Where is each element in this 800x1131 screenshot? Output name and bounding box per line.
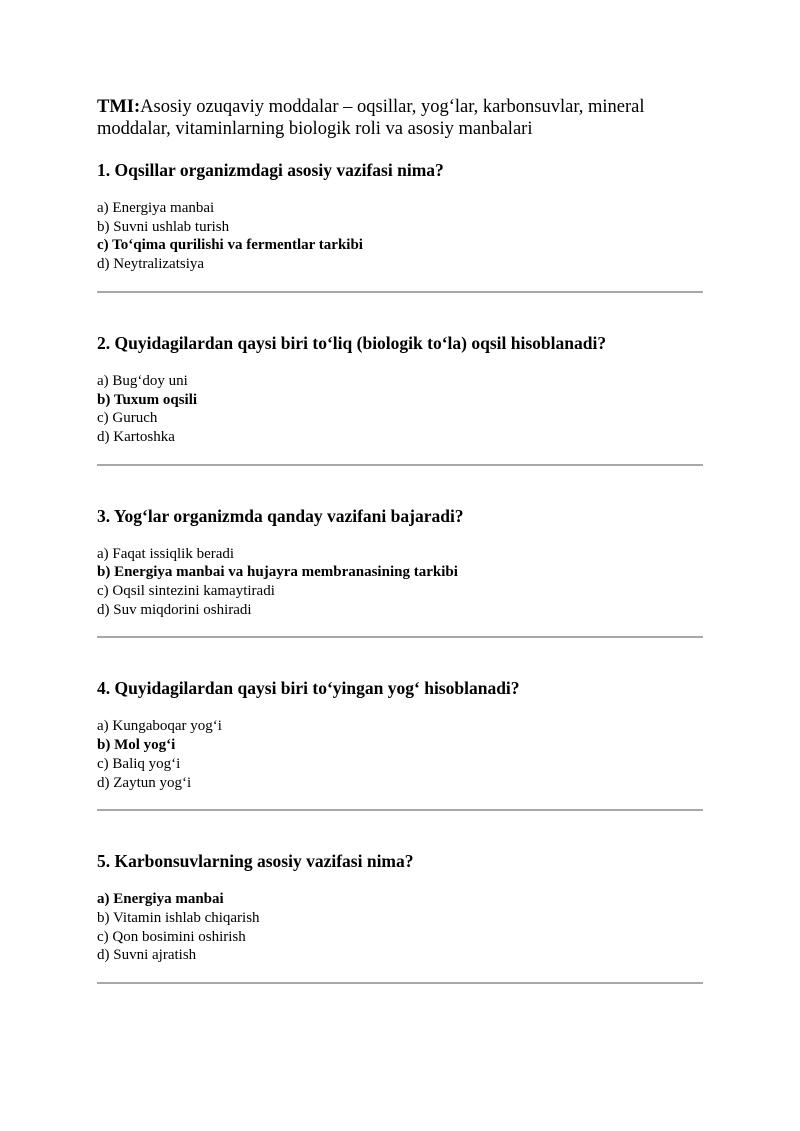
answer-option: a) Faqat issiqlik beradi <box>97 545 235 562</box>
divider <box>97 636 703 638</box>
answer-option: c) Oqsil sintezini kamaytiradi <box>97 583 275 600</box>
document-page <box>97 96 703 984</box>
question-title: 4. Quyidagilardan qaysi biri to‘yingan yog‘ hisoblanadi? <box>97 678 520 699</box>
answer-option: d) Zaytun yog‘i <box>97 774 192 791</box>
topic-label: TMI: <box>97 97 141 117</box>
answer-option: d) Suv miqdorini oshiradi <box>97 601 252 618</box>
divider <box>97 982 703 984</box>
answer-option: c) Baliq yog‘i <box>97 755 181 772</box>
question-list <box>97 159 703 984</box>
answer-option: b) Suvni ushlab turish <box>97 218 230 235</box>
question-block <box>97 159 703 293</box>
answer-options <box>97 372 703 447</box>
question-block <box>97 677 703 811</box>
divider <box>97 464 703 466</box>
answer-options <box>97 717 703 792</box>
answer-option: a) Kungaboqar yog‘i <box>97 718 222 735</box>
question-block <box>97 332 703 466</box>
question-block <box>97 505 703 639</box>
divider <box>97 291 703 293</box>
question-block <box>97 850 703 984</box>
answer-option-correct: c) To‘qima qurilishi va fermentlar tarkibi <box>97 237 363 254</box>
answer-options <box>97 545 703 620</box>
answer-option: c) Guruch <box>97 410 158 427</box>
answer-option: d) Kartoshka <box>97 428 175 445</box>
answer-option: d) Neytralizatsiya <box>97 256 205 273</box>
answer-options <box>97 199 703 274</box>
answer-option: a) Energiya manbai <box>97 200 215 216</box>
divider <box>97 809 703 811</box>
question-title: 5. Karbonsuvlarning asosiy vazifasi nima? <box>97 851 414 872</box>
topic-intro <box>97 96 703 140</box>
question-title: 2. Quyidagilardan qaysi biri to‘liq (biologik to‘la) oqsil hisoblanadi? <box>97 332 607 353</box>
answer-option-correct: b) Tuxum oqsili <box>97 391 198 408</box>
answer-option: b) Vitamin ishlab chiqarish <box>97 909 260 926</box>
answer-option-correct: b) Mol yog‘i <box>97 737 176 754</box>
answer-option-correct: a) Energiya manbai <box>97 891 224 908</box>
answer-option: d) Suvni ajratish <box>97 947 197 964</box>
answer-option-correct: b) Energiya manbai va hujayra membranasining tarkibi <box>97 564 458 581</box>
answer-option: c) Qon bosimini oshirish <box>97 928 246 945</box>
question-title: 1. Oqsillar organizmdagi asosiy vazifasi nima? <box>97 160 444 180</box>
topic-text: Asosiy ozuqaviy moddalar – oqsillar, yog‘lar, karbonsuvlar, mineral moddalar, vitaminlarning biologik roli va asosiy manbalari <box>97 97 645 139</box>
question-title: 3. Yog‘lar organizmda qanday vazifani bajaradi? <box>97 505 464 526</box>
answer-options <box>97 890 703 965</box>
answer-option: a) Bug‘doy uni <box>97 372 188 389</box>
